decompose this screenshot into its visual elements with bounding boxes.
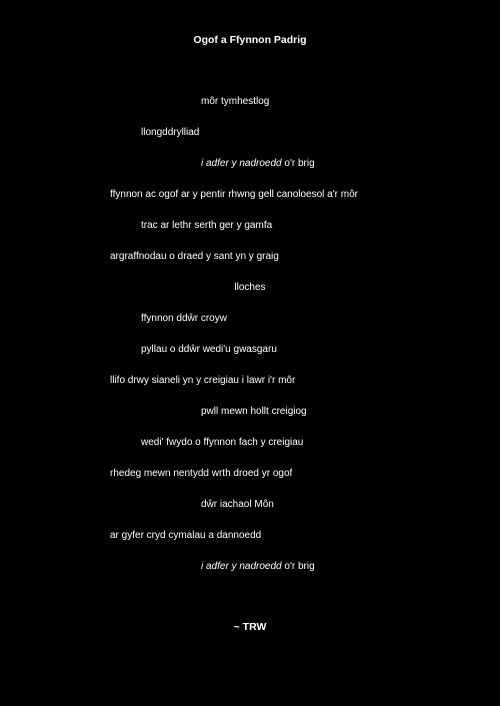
poem-line-7 [0,283,500,293]
poem-line-10 [110,376,295,386]
poem-line-3 [201,159,315,169]
poem-line-1 [201,97,269,107]
poem-line-5 [141,221,272,231]
poem-line-9 [141,345,277,355]
poem-line-italic: i adfer y nadroedd [201,158,282,169]
poem-line-text: pyllau o ddŵr wedi'u gwasgaru [141,344,277,355]
poem-line-text: llongddrylliad [141,127,200,138]
poem-line-text: llifo drwy sianeli yn y creigiau i lawr i'r môr [110,375,296,386]
poem-line-text: o'r brig [281,158,315,169]
poem-line-text: argraffnodau o draed y sant yn y graig [110,251,279,262]
poem-line-text: wedi' fwydo o ffynnon fach y creigiau [141,437,304,448]
poem-line-text: pwll mewn hollt creigiog [201,406,307,417]
poem-line-16 [201,562,315,572]
poem-line-15 [110,531,261,541]
poem-line-14 [201,500,274,510]
poem-line-text: ar gyfer cryd cymalau a dannoedd [110,530,262,541]
poem-line-6 [110,252,279,262]
poem-line-text: trac ar lethr serth ger y gamfa [141,220,273,231]
poem-line-text: ffynnon ddŵr croyw [141,313,227,324]
poem-line-4 [110,190,358,200]
poem-line-11 [201,407,307,417]
poem-line-italic: i adfer y nadroedd [201,561,282,572]
poem-line-text: o'r brig [281,561,315,572]
poem-line-8 [141,314,227,324]
poem-line-text: dŵr iachaol Môn [201,499,274,510]
poem-line-12 [141,438,303,448]
poem-line-text: ffynnon ac ogof ar y pentir rhwng gell canoloesol a'r môr [110,189,358,200]
poem-line-text: rhedeg mewn nentydd wrth droed yr ogof [110,468,293,479]
page-title: Ogof a Ffynnon Padrig [193,34,307,46]
poem-line-2 [141,128,199,138]
signature: ~ TRW [233,621,267,633]
poem-line-13 [110,469,292,479]
poem-line-text: môr tymhestlog [201,96,270,107]
poem-line-text: lloches [234,282,266,293]
